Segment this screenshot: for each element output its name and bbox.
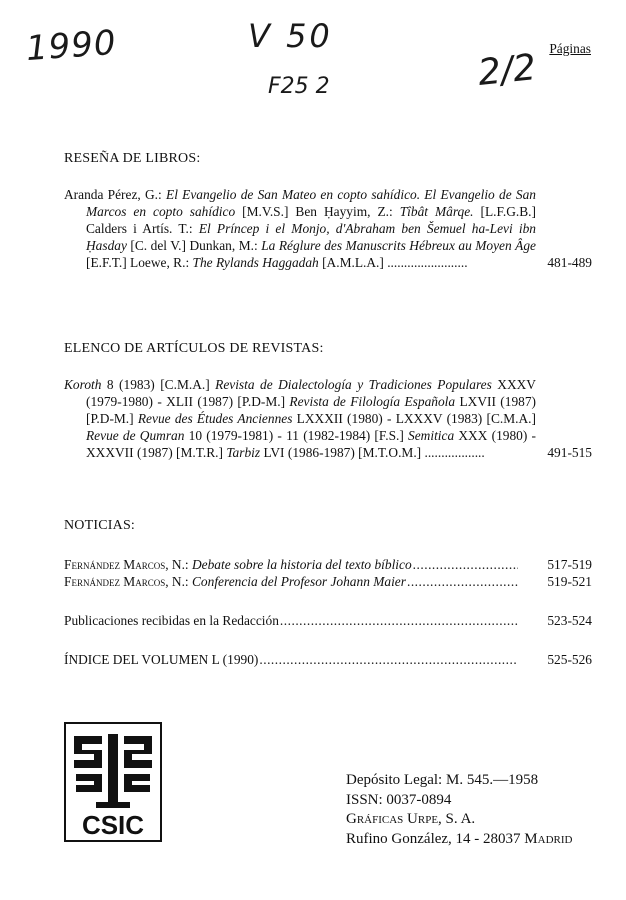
publicaciones-entry [64,612,592,629]
handwritten-code: F25 2 [268,74,330,99]
noticia-pages: 517-519 [547,557,592,572]
paginas-header: Páginas [549,41,591,56]
indice-entry [64,651,592,668]
csic-logo-graphic [66,724,160,840]
deposito-legal: Depósito Legal: M. 545.—1958 [346,772,539,788]
leader-dots [259,651,518,668]
elenco-text: Koroth 8 (1983) [C.M.A.] Revista de Dialectología y Tradiciones Populares XXXV (1979-1980) - XLII (1987) [P.D-M.] Revista de Filología Española LXVII (1987) [P.D-M.] Revue des Études Anciennes LXXXII (1980) - LXXXV (1983) [C.M.A.] Revue de Qumran 10 (1979-1981) - 11 (1982-1984) [F.S.] Semitica XXX (1980) - XXXVII (1987) [M.T.R.] Tarbiz LVI (1986-1987) [M.T.O.M.] .................. [64,377,536,460]
publicaciones-label: Publicaciones recibidas en la Redacción [64,613,279,628]
noticia-pages: 519-521 [547,574,592,589]
elenco-block [64,376,592,461]
noticias-heading: NOTICIAS: [64,518,136,533]
imprint [346,771,572,849]
elenco-pages: 491-515 [547,445,592,460]
noticias-list [64,556,592,590]
printer: Gráficas Urpe, S. A. [346,811,476,827]
noticia-item-2 [64,573,592,590]
elenco-heading: ELENCO DE ARTÍCULOS DE REVISTAS: [64,341,324,356]
elenco-entry [64,376,592,461]
noticia-author: Fernández Marcos, N.: [64,574,192,589]
resena-entry [64,186,592,271]
handwritten-year: 1990 [24,22,118,70]
noticia-title: Debate sobre la historia del texto bíblico [192,557,412,572]
noticia-title: Conferencia del Profesor Johann Maier [192,574,406,589]
leader-dots [280,612,518,629]
resena-text: Aranda Pérez, G.: El Evangelio de San Mateo en copto sahídico. El Evangelio de San Marcos en copto sahídico [M.V.S.] Ben Ḥayyim, Z.: Tîbât Mârqe. [L.F.G.B.] Calders i Artís. T.: El Príncep i el Monjo, d'Abraham ben Šemuel ha-Levi ibn Ḥasday [C. del V.] Dunkan, M.: La Réglure des Manuscrits Hébreux au Moyen Âge [E.F.T.] Loewe, R.: The Rylands Haggadah [A.M.L.A.] ........................ [64,187,537,270]
address: Rufino González, 14 - 28037 Madrid [346,830,573,847]
indice-pages: 525-526 [547,652,592,667]
resena-block [64,186,592,271]
resena-heading: RESEÑA DE LIBROS: [64,151,201,166]
publicaciones-pages: 523-524 [547,613,592,628]
resena-pages: 481-489 [547,255,592,270]
noticia-item-1 [64,556,592,573]
handwritten-part: 2/2 [476,47,538,94]
handwritten-volume: V 50 [248,17,333,55]
csic-logo [64,722,162,842]
leader-dots [413,556,518,573]
issn: ISSN: 0037-0894 [346,791,452,808]
csic-logo-text: CSIC [81,810,145,840]
noticia-author: Fernández Marcos, N.: [64,557,192,572]
indice-label: ÍNDICE DEL VOLUMEN L (1990) [64,652,259,667]
leader-dots [407,573,518,590]
